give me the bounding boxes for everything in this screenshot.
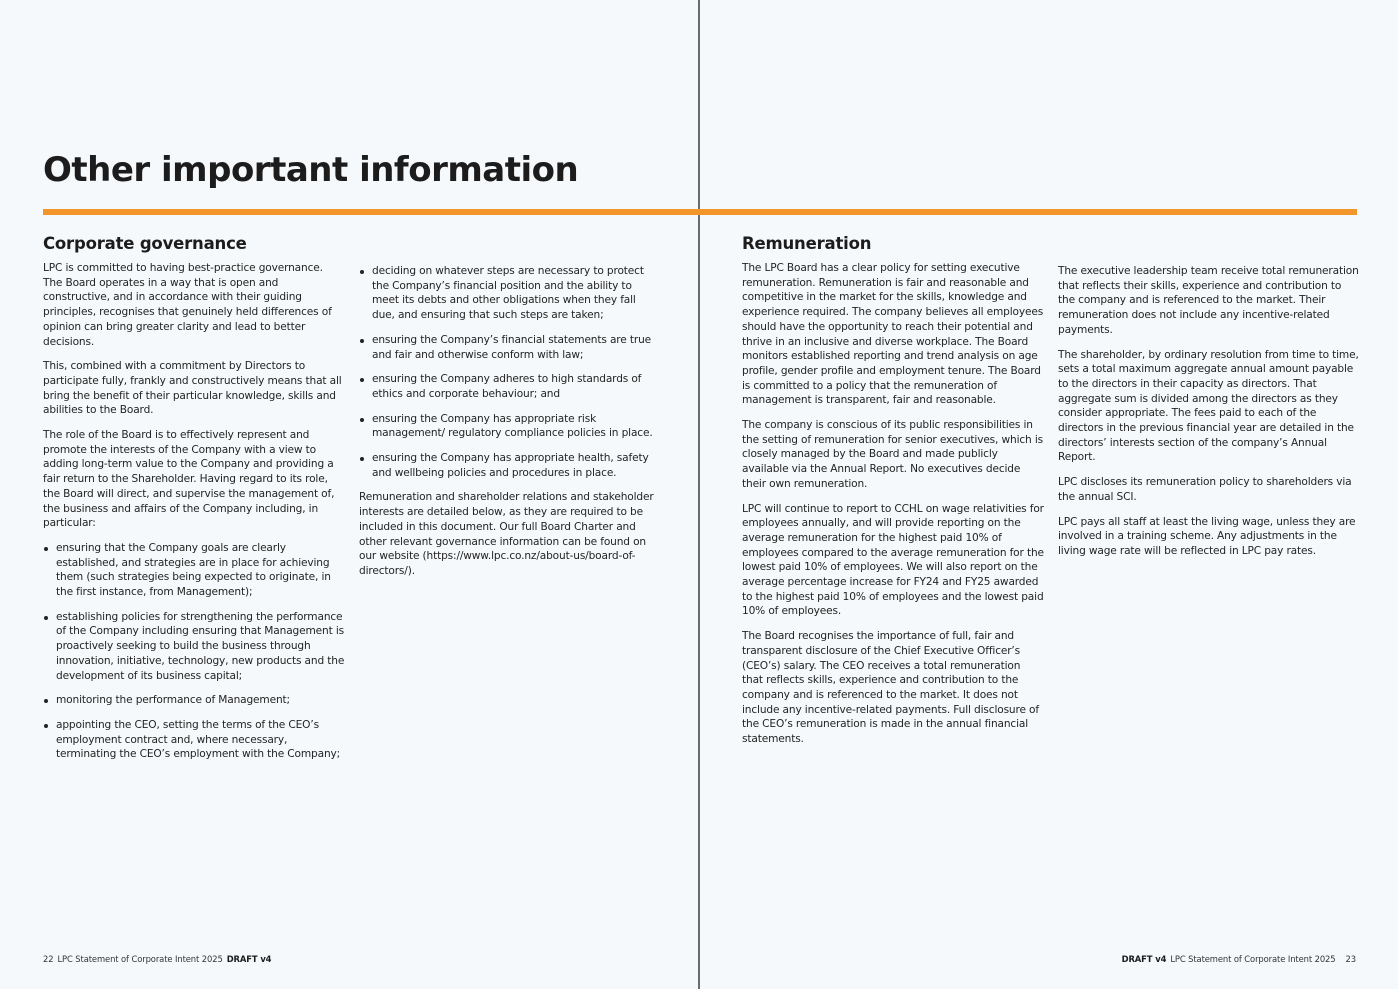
paragraph: The company is conscious of its public responsibilities in the setting of remuneration for senior executives, which is closely managed by the Board and made publicly available via the Annual Report. No executives decide their own remuneration.: [742, 419, 1043, 490]
list-item: ensuring the Company has appropriate health, safety and wellbeing policies and procedures in place.: [359, 451, 659, 480]
paragraph: The LPC Board has a clear policy for setting executive remuneration. Remuneration is fair and reasonable and competitive in the market for the skills, knowledge and experience required. The company believes all employees should have the opportunity to reach their potential and thrive in an inclusive and diverse workplace. The Board monitors established reporting and trend analysis on age profile, gender profile and employment tenure. The Board is committed to a policy that the remuneration of management is transparent, fair and reasonable.: [742, 262, 1044, 407]
list-item: appointing the CEO, setting the terms of the CEO’s employment contract and, where necessary, terminating the CEO’s employment with the Company;: [43, 718, 345, 762]
remuneration-col-2: [1058, 264, 1360, 569]
corporate-governance-col-2: [359, 264, 659, 589]
list-item: ensuring the Company has appropriate risk management/ regulatory compliance policies in place.: [359, 412, 659, 441]
remuneration-heading: Remuneration: [742, 234, 872, 253]
paragraph: LPC discloses its remuneration policy to shareholders via the annual SCI.: [1058, 476, 1352, 503]
page-spine-divider: [698, 0, 700, 989]
paragraph: The shareholder, by ordinary resolution from time to time, sets a total maximum aggregate annual amount payable to the directors in their capacity as directors. That aggregate sum is divided among the directors as they consider appropriate. The fees paid to each of the directors in the previous financial year are detailed in the directors’ interests section of the company’s Annual Report.: [1058, 348, 1359, 464]
board-charter-paragraph: Remuneration and shareholder relations and stakeholder interests are detailed below, as they are required to be included in this document. Our full Board Charter and other relevant governance information can be found on our website (https://www.lpc.co.nz/about-us/board-of-directors/).: [359, 491, 654, 577]
corporate-governance-heading: Corporate governance: [43, 234, 247, 253]
paragraph: The Board recognises the importance of full, fair and transparent disclosure of the Chief Executive Officer’s (CEO’s) salary. The CEO receives a total remuneration that reflects skills, experience and contribution to the company and is referenced to the market. It does not include any incentive-related payments. Full disclosure of the CEO’s remuneration is made in the annual financial statements.: [742, 630, 1039, 746]
left-page-footer: [43, 953, 271, 965]
list-item: deciding on whatever steps are necessary to protect the Company’s financial position and the ability to meet its debts and other obligations when they fall due, and ensuring that such steps are taken;: [359, 264, 659, 323]
board-duties-list-continued: [359, 264, 659, 480]
right-page-footer: [1122, 953, 1356, 965]
paragraph: The role of the Board is to effectively represent and promote the interests of the Company with a view to adding long-term value to the Company and providing a fair return to the Shareholder. Having regard to its role, the Board will direct, and supervise the management of, the business and affairs of the Company including, in particular:: [43, 429, 335, 530]
paragraph: LPC will continue to report to CCHL on wage relativities for employees annually, and will provide reporting on the average remuneration for the highest paid 10% of employees compared to the average remuneration for the lowest paid 10% of employees. We will also report on the average percentage increase for FY24 and FY25 awarded to the highest paid 10% of employees and the lowest paid 10% of employees.: [742, 502, 1044, 618]
draft-label: DRAFT v4: [226, 954, 272, 964]
paragraph: LPC pays all staff at least the living wage, unless they are involved in a training scheme. Any adjustments in the living wage rate will be reflected in LPC pay rates.: [1058, 515, 1356, 557]
paragraph: The executive leadership team receive total remuneration that reflects their skills, experience and contribution to the company and is referenced to the market. Their remuneration does not include any incentive-related payments.: [1058, 265, 1359, 336]
document-title: LPC Statement of Corporate Intent 2025: [57, 954, 223, 964]
paragraph: LPC is committed to having best-practice governance. The Board operates in a way that is open and constructive, and in accordance with their guiding principles, recognises that genuinely held differences of opinion can bring greater clarity and lead to better decisions.: [43, 262, 332, 348]
list-item: ensuring the Company adheres to high standards of ethics and corporate behaviour; and: [359, 372, 659, 401]
list-item: ensuring that the Company goals are clearly established, and strategies are in place for achieving them (such strategies being expected to originate, in the first instance, from Management);: [43, 541, 345, 600]
page-title: Other important information: [43, 150, 579, 190]
list-item: ensuring the Company’s financial statements are true and fair and otherwise conform with law;: [359, 333, 659, 362]
list-item: monitoring the performance of Management;: [43, 693, 345, 708]
draft-label: DRAFT v4: [1121, 954, 1167, 964]
page-number: 23: [1345, 954, 1356, 964]
paragraph: This, combined with a commitment by Directors to participate fully, frankly and constructively means that all bring the benefit of their particular knowledge, skills and abilities to the Board.: [43, 360, 342, 417]
document-title: LPC Statement of Corporate Intent 2025: [1170, 954, 1336, 964]
remuneration-col-1: [742, 234, 1044, 757]
corporate-governance-col-1: [43, 234, 345, 772]
orange-title-rule: [43, 209, 1357, 215]
board-duties-list: [43, 541, 345, 762]
page-number: 22: [43, 954, 54, 964]
list-item: establishing policies for strengthening the performance of the Company including ensuring that Management is proactively seeking to build the business through innovation, initiative, technology, new products and the development of its business capital;: [43, 610, 345, 684]
